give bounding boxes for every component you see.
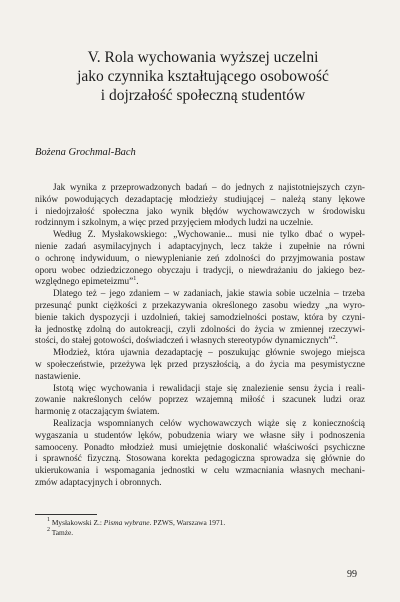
text-line: Istotą więc wychowania i rewalidacji staje się znalezienie sensu życia i reali- xyxy=(53,382,365,393)
footnotes xyxy=(47,518,225,538)
text-line: oporu wobec odziedziczonego obyczaju i tradycji, o niewdrażaniu do jakiego bez- xyxy=(35,264,365,275)
text-fragment: względnego epimeteizmu” xyxy=(35,276,134,287)
text-line: nastawienie. xyxy=(35,370,81,381)
text-line: nienie zadań asymilacyjnych i adaptacyjnych, lecz także i zupełnie na równi xyxy=(35,240,365,251)
text-line: harmonię z otaczającym światem. xyxy=(35,406,160,417)
footnote-number: 1 xyxy=(47,517,50,523)
paragraph-1 xyxy=(35,182,365,229)
text-line: wygaszania u studentów lęków, pobudzenia wiary we własne siły i podnoszenia xyxy=(35,429,365,440)
text-line: ła jednostkę zdolną do autokreacji, czyli zdolności do życia w zmiennej rzeczywi- xyxy=(35,323,365,334)
text-line: przesunąć punkt ciężkości z przekazywania określonego zasobu wiedzy „na wyro- xyxy=(35,299,365,310)
footnote-number: 2 xyxy=(47,527,50,533)
text-line: Dlatego też – jego zdaniem – w zadaniach, jakie stawia sobie uczelnia – trzeba xyxy=(53,288,365,299)
text-line: i niedojrzałość społeczna jako wynik błędów wychowawczych w środowisku xyxy=(35,205,365,216)
text-fragment: stości, do stałej gotowości, doświadczeń i własnych stereotypów dynamicznych” xyxy=(35,335,333,346)
text-line: Realizacja wspomnianych celów wychowawczych wiąże się z koniecznością xyxy=(53,417,365,428)
text-line-with-footnote: względnego epimeteizmu”$^1$. xyxy=(35,276,139,287)
paragraph-6 xyxy=(35,418,365,489)
paragraph-5 xyxy=(35,383,365,418)
footnote-book-title: Pisma wybrane xyxy=(103,518,150,527)
footnote-1 xyxy=(47,518,225,528)
text-line: o ochronę indywiduum, o niewyplenianie zeń zdolności do przyjmowania postaw xyxy=(35,252,365,263)
paragraph-4 xyxy=(35,347,365,382)
footnote-2 xyxy=(47,528,225,538)
text-line: samooceny. Ponadto młodzież musi umiejętnie doskonalić właściwości psychiczne xyxy=(35,441,365,452)
chapter-title xyxy=(40,48,366,105)
text-line: zowanie nakreślonych celów poprzez wzajemną miłość i szacunek ludzi oraz xyxy=(35,394,365,405)
text-line: i sprawność fizyczną. Stosowana korekta pedagogiczna sprowadza się głównie do xyxy=(35,453,365,464)
paragraph-2 xyxy=(35,229,365,288)
footnote-divider xyxy=(35,514,97,515)
text-line: ukierukowania i wspomagania jednostki w celu wzmacniania własnych mechani- xyxy=(35,465,365,476)
text-line: w społeczeństwie, przeżywa lęk przed przyszłością, a do życia ma pesymistyczne xyxy=(35,358,365,369)
chapter-title-line-2: jako czynnika kształtującego osobowość xyxy=(77,68,329,85)
text-line: ników powodujących dezadaptację młodzieży studiującej – należą stany lękowe xyxy=(35,193,365,204)
footnote-publisher: . PZWS, Warszawa 1971. xyxy=(149,518,226,527)
text-line: bienie takich dyspozycji i uzdolnień, takiej samodzielności postaw, która by czyni- xyxy=(35,311,365,322)
chapter-title-line-3: i dojrzałość społeczną studentów xyxy=(100,87,306,104)
text-line: rodzinnym i szkolnym, a więc przed przyjęciem młodych ludzi na uczelnie. xyxy=(35,217,314,228)
footnote-author: Mysłakowski Z.: xyxy=(50,518,104,527)
author-name: Bożena Grochmal-Bach xyxy=(35,147,136,158)
footnote-ref-2[interactable]: 2 xyxy=(332,335,336,342)
footnote-text: Tamże. xyxy=(50,528,74,537)
text-line: Młodzież, która ujawnia dezadaptację – poszukując głównie swojego miejsca xyxy=(53,347,365,358)
footnote-ref-1[interactable]: 1 xyxy=(133,276,137,283)
paragraph-3 xyxy=(35,288,365,347)
body-text xyxy=(35,182,365,489)
text-line: zmów adaptacyjnych i obronnych. xyxy=(35,476,162,487)
chapter-title-line-1: V. Rola wychowania wyższej uczelni xyxy=(87,49,319,66)
page-number: 99 xyxy=(347,569,357,580)
text-line: Jak wynika z przeprowadzonych badań – do jednych z najistotniejszych czyn- xyxy=(53,182,365,192)
text-line: Według Z. Mysłakowskiego: „Wychowanie... musi nie tylko dbać o wypeł- xyxy=(53,229,365,240)
text-line-with-footnote: stości, do stałej gotowości, doświadczeń i własnych stereotypów dynamicznych”$^2$. xyxy=(35,335,338,346)
